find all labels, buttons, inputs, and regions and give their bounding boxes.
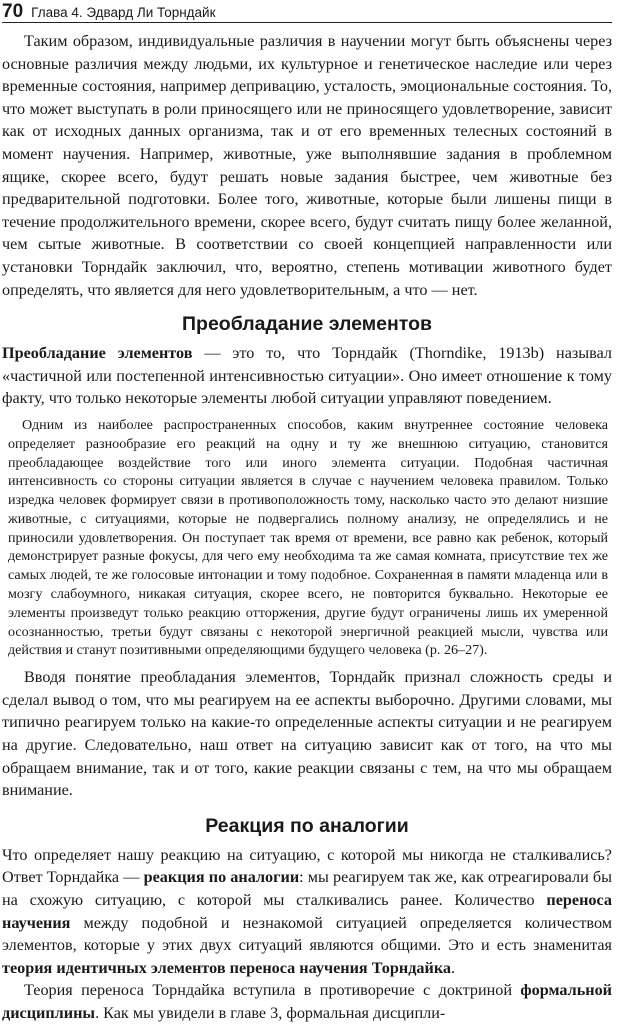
running-head: Глава 4. Эдвард Ли Торндайк [31, 5, 216, 20]
page-number: 70 [2, 1, 24, 22]
paragraph-formal-discipline [2, 979, 612, 1024]
paragraph-individual-differences: Таким образом, индивидуальные различия в научении могут быть объяснены через основные различия между людьми, их культурное и генетическое наследие или через временные состояния, например депривацию, усталость, эмоциональные состояния. То, что может выступать в роли приносящего или не приносящего удовлетворение, зависит как от исходных данных организма, так и от его временных телесных состояний в момент научения. Например, животные, уже выполнявшие задания в проблемном ящике, скорее всего, будут решать новые задания быстрее, чем животные без предварительной подготовки. Более того, животные, которые были лишены пищи в течение продолжительного времени, скорее всего, будут считать пищу более желанной, чем сытые животные. В соответствии со своей концепцией направленности или установки Торндайк заключил, что, вероятно, степень мотивации животного будет определять, что является для него удовлетворительным, а что — нет. [2, 32, 612, 299]
page-header [2, 0, 612, 23]
paragraph-analogy [2, 844, 612, 980]
analogy-text-4: . [451, 958, 456, 977]
analogy-text-1: Что определяет нашу реакцию на ситуацию, с которой мы никогда не сталкивались? Ответ Торндайка — [2, 845, 612, 887]
section-title-prepotency: Преобладание элементов [182, 313, 432, 336]
analogy-text-2: : мы реагируем так же, как отреагировали бы на схожую ситуацию, с которой мы сталкивались ранее. Количество [2, 868, 613, 910]
term-prepotency: Преобладание элементов [2, 344, 193, 363]
paragraph-prepotency-definition [2, 342, 612, 410]
paragraph-selective-response: Вводя понятие преобладания элементов, Торндайк признал сложность среды и сделал вывод о том, что мы реагируем на ее аспекты выборочно. Другими словами, мы типично реагируем только на какие-то определенные аспекты ситуации и не реагируем на другие. Следовательно, наш ответ на ситуацию зависит как от того, на что мы обращаем внимание, так и от того, какие реакции связаны с тем, на что мы обращаем внимание. [2, 668, 612, 800]
page-content [2, 30, 612, 1025]
term-formal-discipline: формальной дисциплины [2, 981, 612, 1022]
analogy-text-3: между подобной и незнакомой ситуацией определяется количеством элементов, которые у этих двух ситуаций являются общими. Это и есть знаменитая [2, 913, 612, 955]
section-title-analogy: Реакция по аналогии [205, 814, 409, 837]
definition-text: — это то, что Торндайк (Thorndike, 1913b) называл «частичной или постепенной интенсивностью ситуации». Оно имеет отношение к тому факту, что только некоторые элементы любой ситуации управляют поведением. [2, 344, 612, 408]
formal-text-1: Теория переноса Торндайка вступила в противоречие с доктриной [24, 981, 521, 1000]
term-identical-elements: теория идентичных элементов переноса научения Торндайка [2, 958, 452, 977]
formal-text-2: . Как мы увидели в главе 3, формальная дисципли- [95, 1003, 446, 1022]
term-analogy: реакция по аналогии [143, 868, 300, 887]
term-transfer: переноса научения [2, 891, 612, 932]
block-quote: Одним из наиболее распространенных способов, каким внутреннее состояние человека определяет разнообразие его реакций на одну и ту же внешнюю ситуацию, становится преобладающее воздействие того или иного элемента ситуации. Подобная частичная интенсивность со стороны ситуации является в случае с научением человека правилом. Только изредка человек формирует связи в противоположность тому, насколько часто это делают низшие животные, с ситуациями, которые не подвергались полному анализу, не определялись и не приносили удовлетворения. Он поступает так время от времени, все равно как ребенок, который демонстрирует разные фокусы, для чего ему необходима та же самая комната, присутствие тех же самых людей, те же голосовые интонации и тому подобное. Сохраненная в памяти младенца или в мозгу слабоумного, никакая ситуация, скорее всего, не повторится буквально. Некоторые ее элементы произведут только реакцию отторжения, другие будут ограничены лишь их умеренной осознанностью, третьи будут связаны с некоторой энергичной реакцией мысли, чувства или действия и станут позитивными определяющими будущего человека (р. 26–27). [8, 416, 608, 659]
